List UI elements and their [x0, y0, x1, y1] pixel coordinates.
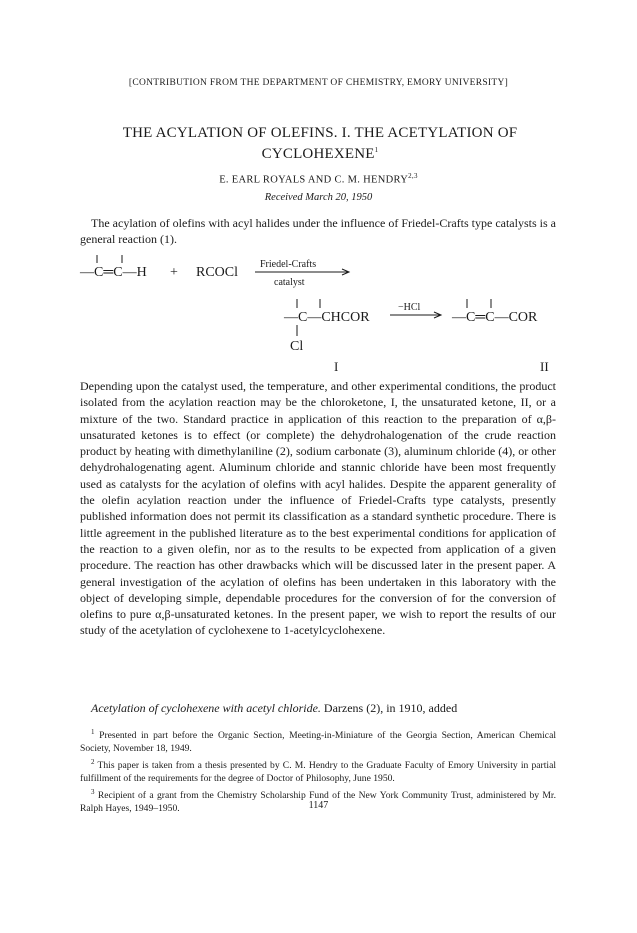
- footnote-3-text: Recipient of a grant from the Chemistry Scholarship Fund of the New York Community Trust, administered by Mr. Ralph Hayes, 1949–1950.: [80, 790, 556, 814]
- footnote-1-text: Presented in part before the Organic Section, Meeting-in-Miniature of the Georgia Section, American Chemical Society, November 18, 1949.: [80, 730, 556, 754]
- footnote-3-mark: 3: [91, 788, 95, 796]
- article-title: [90, 125, 550, 163]
- unsaturated-ketone-formula: —C═C—COR: [452, 310, 538, 325]
- received-date: Received March 20, 1950: [264, 192, 373, 203]
- title-line-1: THE ACYLATION OF OLEFINS. I. THE ACETYLATION OF: [122, 125, 518, 141]
- intro-text: The acylation of olefins with acyl halides under the influence of Friedel-Crafts type catalysts is a general reaction (1).: [80, 216, 556, 247]
- compound-label-II: II: [540, 359, 549, 374]
- chloroketone-formula: —C—CHCOR: [284, 310, 370, 325]
- contribution-line: [CONTRIBUTION FROM THE DEPARTMENT OF CHEMISTRY, EMORY UNIVERSITY]: [128, 78, 509, 88]
- elimination-label: −HCl: [398, 302, 421, 313]
- body-paragraph: Depending upon the catalyst used, the temperature, and other experimental conditions, the product isolated from the acylation reaction may be the chloroketone, I, the unsaturated ketone, II, or a mixture of the two. Standard practice in application of this reaction to the preparation of α,β-unsaturated ketones is to effect (or complete) the dehydrohalogenation of the crude reaction product by heating with dimethylaniline (2), sodium carbonate (3), aluminum chloride (4), or other dehydrohalogenating agent. Aluminum chloride and stannic chloride have been most frequently used as catalysts for the acylation of olefins with acyl halides. Despite the apparent generality of the olefin acylation reaction under the influence of Friedel-Crafts type catalysts, presently published information does not permit its classification as a standard synthetic procedure. There is little agreement in the published literature as to the best experimental conditions for application of the reaction to a given olefin, nor as to the results to be expected from application of a given procedure. The reaction has other drawbacks which will be discussed later in the present paper. A general investigation of the acylation of olefins has been undertaken in this laboratory with the object of developing simple, dependable procedures for the conversion of for the conversion of olefins to pure α,β-unsaturated ketones. In the present paper, we wish to report the results of our study of the acetylation of cyclohexene to 1-acetylcyclohexene.: [80, 379, 556, 638]
- title-footnote-mark: 1: [374, 146, 379, 154]
- compound-label-I: I: [334, 359, 339, 374]
- title-line-2: CYCLOHEXENE: [261, 146, 375, 162]
- catalyst-label-bottom: catalyst: [274, 277, 305, 288]
- plus-sign: +: [170, 265, 178, 280]
- section-paragraph: [80, 700, 556, 716]
- footnote-2: [80, 756, 556, 785]
- olefin-formula: —C═C—H: [80, 265, 147, 280]
- chloro-substituent: Cl: [290, 339, 304, 354]
- footnote-2-text: This paper is taken from a thesis presented by C. M. Hendry to the Graduate Faculty of Emory University in partial fulfillment of the requirements for the degree of Doctor of Philosophy, June 1950.: [80, 760, 556, 784]
- footnote-1-mark: 1: [91, 728, 95, 736]
- page-number: 1147: [308, 800, 329, 811]
- reagent-formula: RCOCl: [196, 265, 239, 280]
- authors-names: E. EARL ROYALS AND C. M. HENDRY: [219, 174, 409, 186]
- intro-paragraph: [80, 215, 556, 248]
- section-heading: Acetylation of cyclohexene with acetyl chloride.: [91, 701, 321, 715]
- authors-line: [0, 172, 637, 186]
- footnote-1: [80, 726, 556, 755]
- authors-footnote-mark: 2,3: [408, 172, 418, 180]
- section-text: Darzens (2), in 1910, added: [323, 701, 458, 715]
- footnote-2-mark: 2: [91, 758, 95, 766]
- catalyst-label-top: Friedel-Crafts: [260, 259, 317, 270]
- reaction-scheme: [0, 252, 637, 377]
